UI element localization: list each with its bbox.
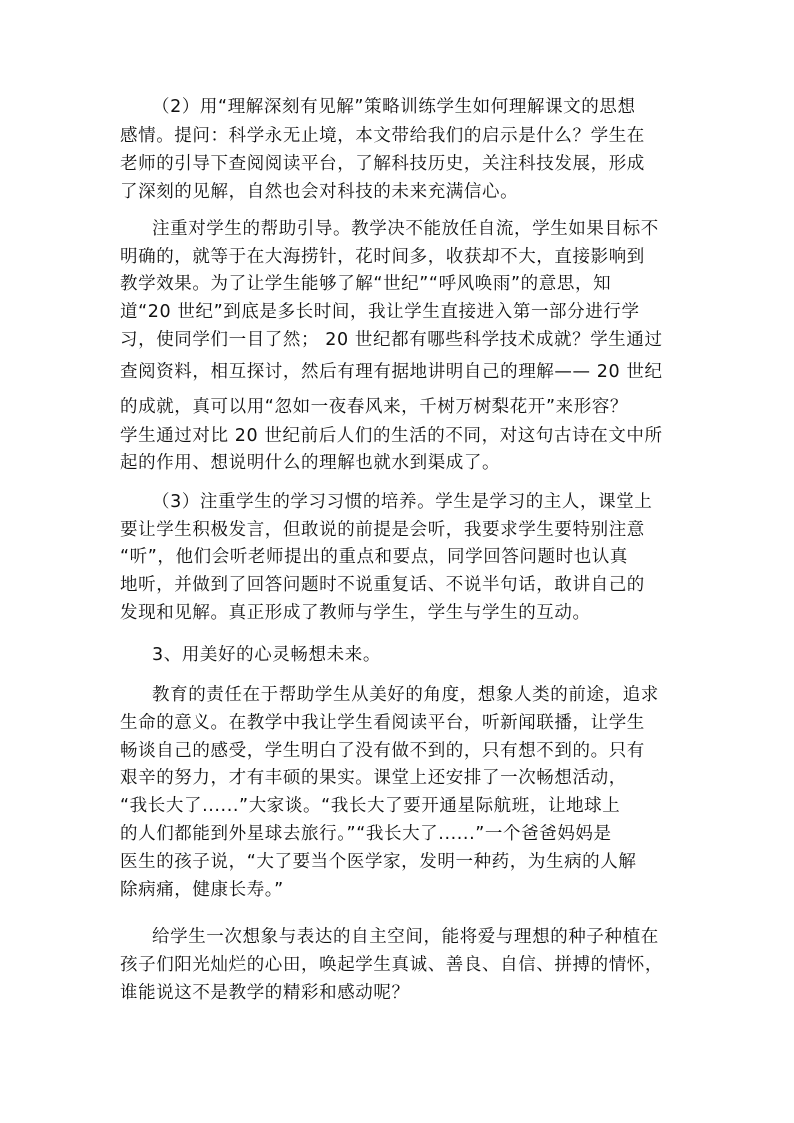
- paragraph-line: 的成就，真可以用“忽如一夜春风来，千树万树梨花开”来形容？: [120, 397, 629, 417]
- paragraph-line: 查阅资料，相互探讨，然后有理有据地讲明自己的理解—— 20 世纪: [120, 362, 663, 382]
- paragraph-line: 学生通过对比 20 世纪前后人们的生活的不同，对这句古诗在文中所: [120, 426, 663, 446]
- paragraph-line: “我长大了......”大家谈。“我长大了要开通星际航班，让地球上: [120, 796, 621, 816]
- paragraph-line: “听”，他们会听老师提出的重点和要点，同学回答问题时也认真: [120, 547, 629, 567]
- paragraph-line: 畅谈自己的感受，学生明白了没有做不到的，只有想不到的。只有: [120, 741, 645, 761]
- paragraph-line: 明确的，就等于在大海捞针，花时间多，收获却不大，直接影响到: [120, 247, 645, 267]
- paragraph-line: 教育的责任在于帮助学生从美好的角度，想象人类的前途，追求: [152, 685, 659, 705]
- paragraph-line: 艰辛的努力，才有丰硕的果实。课堂上还安排了一次畅想活动，: [120, 768, 627, 788]
- section-heading: 3、用美好的心灵畅想未来。: [152, 645, 381, 665]
- paragraph-line: 除病痛，健康长寿。”: [120, 880, 284, 900]
- paragraph-line: （2）用“理解深刻有见解”策略训练学生如何理解课文的思想: [152, 97, 636, 117]
- paragraph-line: 的人们都能到外星球去旅行。”“我长大了......”一个爸爸妈妈是: [120, 824, 612, 844]
- paragraph-line: 教学效果。为了让学生能够了解“世纪”“呼风唤雨”的意思，知: [120, 274, 612, 294]
- paragraph-line: （3）注重学生的学习习惯的培养。学生是学习的主人，课堂上: [152, 492, 653, 512]
- paragraph-line: 注重对学生的帮助引导。教学决不能放任自流，学生如果目标不: [152, 219, 659, 239]
- paragraph-line: 老师的引导下查阅阅读平台，了解科技历史，关注科技发展，形成: [120, 154, 645, 174]
- paragraph-line: 地听，并做到了回答问题时不说重复话、不说半句话，敢讲自己的: [120, 575, 645, 595]
- paragraph-line: 医生的孩子说，“大了要当个医学家，发明一种药，为生病的人解: [120, 852, 637, 872]
- paragraph-line: 起的作用、想说明什么的理解也就水到渠成了。: [120, 453, 501, 473]
- paragraph-line: 生命的意义。在教学中我让学生看阅读平台，听新闻联播，让学生: [120, 713, 645, 733]
- paragraph-line: 孩子们阳光灿烂的心田，唤起学生真诚、善良、自信、拼搏的情怀，: [120, 955, 663, 975]
- paragraph-line: 给学生一次想象与表达的自主空间，能将爱与理想的种子种植在: [152, 927, 659, 947]
- paragraph-line: 要让学生积极发言，但敢说的前提是会听，我要求学生要特别注意: [120, 520, 645, 540]
- paragraph-line: 感情。提问：科学永无止境，本文带给我们的启示是什么？学生在: [120, 126, 645, 146]
- paragraph-line: 谁能说这不是教学的精彩和感动呢？: [120, 983, 410, 1003]
- paragraph-line: 道“20 世纪”到底是多长时间，我让学生直接进入第一部分进行学: [120, 302, 640, 322]
- paragraph-line: 习，使同学们一目了然； 20 世纪都有哪些科学技术成就？学生通过: [120, 330, 663, 350]
- paragraph-line: 了深刻的见解，自然也会对科技的未来充满信心。: [120, 182, 519, 202]
- paragraph-line: 发现和见解。真正形成了教师与学生，学生与学生的互动。: [120, 603, 591, 623]
